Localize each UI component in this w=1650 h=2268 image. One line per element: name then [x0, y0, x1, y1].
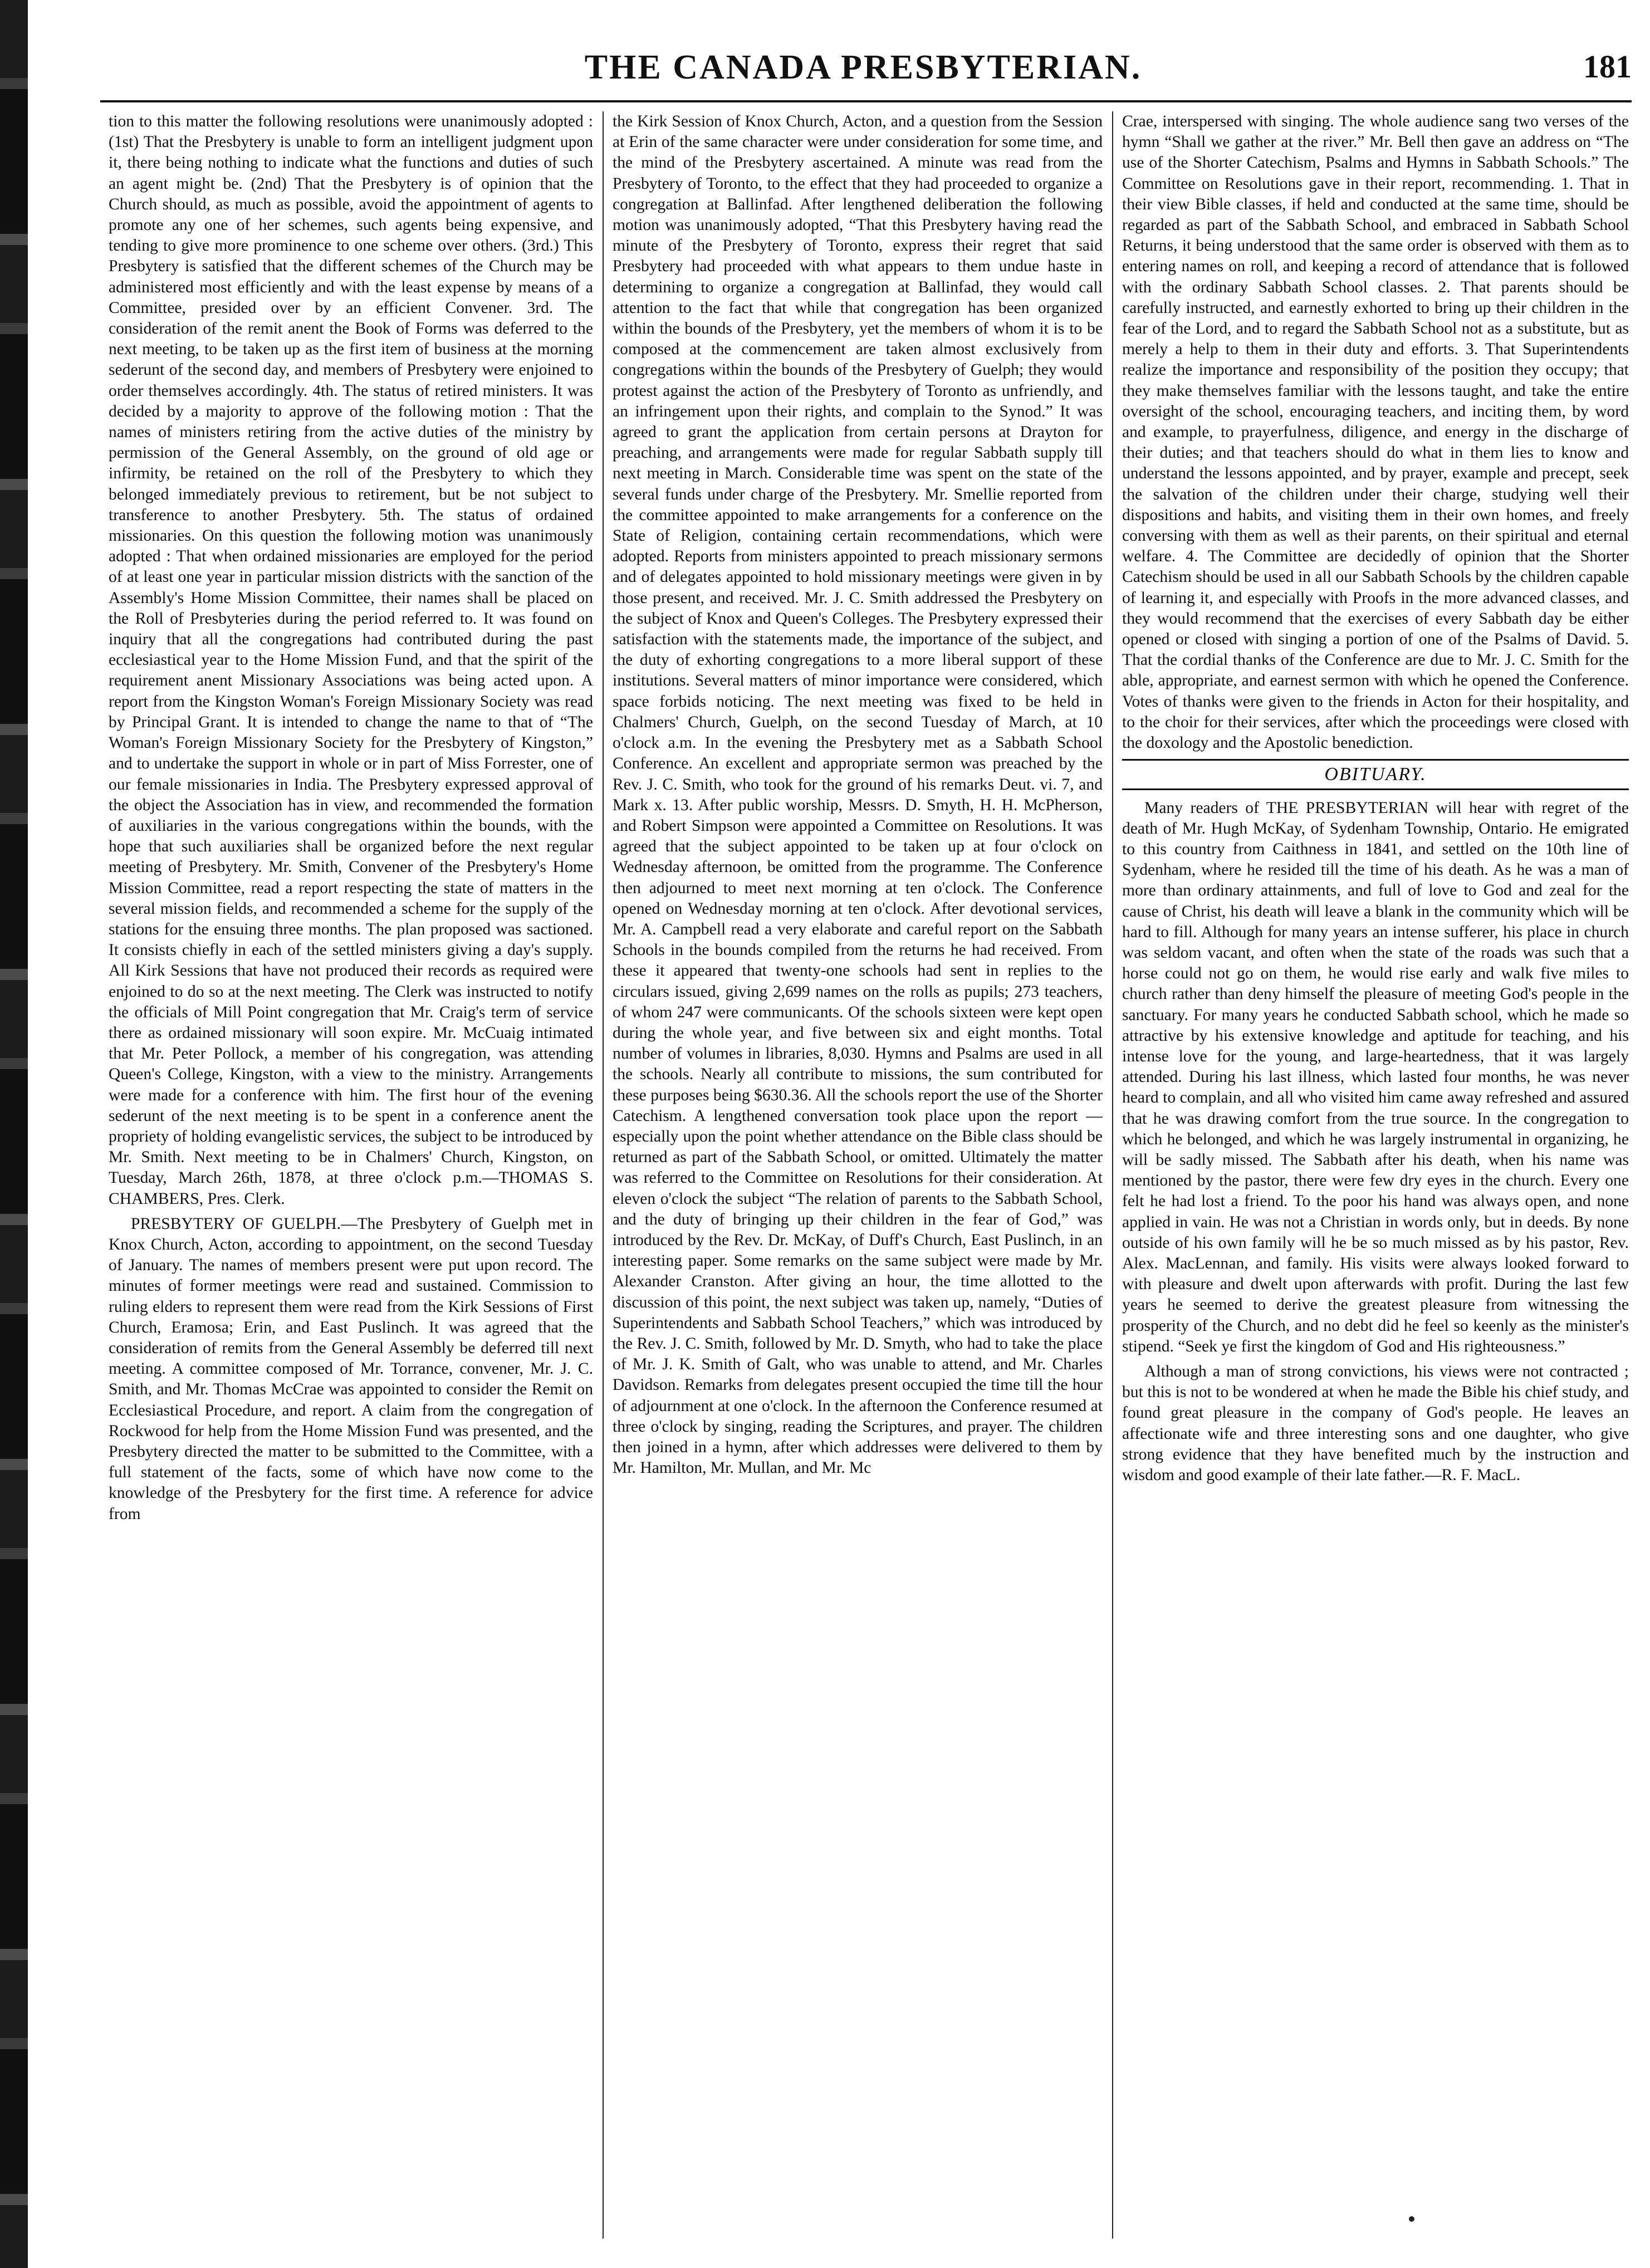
paragraph-obituary-closing: Although a man of strong convictions, his views were not contracted ; but this is not to be wondered at when he made the Bible his chief study, and found great pleasure in the company of God's people. He leaves an affectionate wife and three interesting sons and one daughter, who give strong evidence that they have benefited much by the instruction and wisdom and good example of their late father.—R. F. MacL. — [1122, 1362, 1629, 1484]
scan-edge — [0, 0, 28, 2268]
page-header — [95, 48, 1632, 92]
page-number: 181 — [1583, 48, 1632, 85]
paragraph-kingston-presbytery: tion to this matter the following resolutions were unanimously adopted : (1st) That the Presbytery is unable to form an intelligent judgment upon it, there being nothing to indicate what the functions and duties of such an agent might be. (2nd) That the Presbytery is of opinion that the Church should, as much as possible, avoid the appointment of agents to promote any one of her schemes, such agents being expensive, and tending to give more prominence to one scheme over others. (3rd.) This Presbytery is satisfied that the different schemes of the Church may be administered most efficiently and with the least expense by means of a Committee, presided over by an efficient Convener. 3rd. The consideration of the remit anent the Book of Forms was deferred to the next meeting, to be taken up as the first item of business at the morning sederunt of the second day, and members of Presbytery were enjoined to order themselves accordingly. 4th. The status of retired ministers. It was decided by a majority to approve of the following motion : That the names of ministers retiring from the active duties of the ministry by permission of the General Assembly, on the ground of old age or infirmity, be retained on the roll of the Presbytery to which they belonged immediately previous to retirement, but be not subject to transference to another Presbytery. 5th. The status of ordained missionaries. On this question the following motion was unanimously adopted : That when ordained missionaries are employed for the period of at least one year in particular mission districts with the sanction of the Assembly's Home Mission Committee, their names shall be placed on the Roll of Presbyteries during the period referred to. It was found on inquiry that all the congregations had contributed during the past ecclesiastical year to the Home Mission Fund, and that the spirit of the requirement anent Missionary Associations was being acted upon. A report from the Kingston Woman's Foreign Missionary Society was read by Principal Grant. It is intended to change the name to that of “The Woman's Foreign Missionary Society for the Presbytery of Kingston,” and to undertake the support in whole or in part of Miss Forrester, one of our female missionaries in India. The Presbytery expressed approval of the object the Association has in view, and recommended the formation of auxiliaries in the various congregations within the bounds, with the hope that such auxiliaries shall be organized before the next regular meeting of Presbytery. Mr. Smith, Convener of the Presbytery's Home Mission Committee, read a report respecting the state of matters in the several mission fields, and recommended a scheme for the supply of the stations for the ensuing three months. The plan proposed was sactioned. It consists chiefly in each of the settled ministers giving a day's supply. All Kirk Sessions that have not produced their records as required were enjoined to do so at the next meeting. The Clerk was instructed to notify the officials of Mill Point congregation that Mr. Craig's term of service there as ordained missionary will soon expire. Mr. McCuaig intimated that Mr. Peter Pollock, a member of his congregation, was attending Queen's College, Kingston, with a view to the ministry. Arrangements were made for a conference with him. The first hour of the evening sederunt of the next meeting is to be spent in a conference anent the propriety of holding evangelistic services, the subject to be introduced by Mr. Smith. Next meeting to be in Chalmers' Church, Kingston, on Tuesday, March 26th, 1878, at three o'clock p.m.—THOMAS S. CHAMBERS, Pres. Clerk. — [109, 112, 593, 1208]
paragraph-conference-resolutions: Crae, interspersed with singing. The whole audience sang two verses of the hymn “Shall we gather at the river.” Mr. Bell then gave an address on “The use of the Shorter Catechism, Psalms and Hymns in Sabbath Schools.” The Committee on Resolutions gave in their report, recommending. 1. That in their view Bible classes, if held and conducted at the same time, should be regarded as part of the Sabbath School, and embraced in Sabbath School Returns, it being understood that the same order is observed with them as to entering names on roll, and keeping a record of attendance that is followed with the ordinary Sabbath School classes. 2. That parents should be carefully instructed, and earnestly exhorted to bring up their children in the fear of the Lord, and to regard the Sabbath School not as a substitute, but as merely a help to them in their duty and efforts. 3. That Superintendents realize the importance and responsibility of the position they occupy; that they make themselves familiar with the lessons taught, and take the entire oversight of the school, encouraging teachers, and inciting them, by word and example, to prayerfulness, diligence, and energy in the discharge of their duties; and that teachers should do what in them lies to know and understand the lessons appointed, and by prayer, example and precept, seek the salvation of the children under their charge, studying well their dispositions and habits, and visiting them in their own homes, and freely conversing with them as well as their parents, on their spiritual and eternal welfare. 4. The Committee are decidedly of opinion that the Shorter Catechism should be used in all our Sabbath Schools by the children capable of learning it, and especially with Proofs in the more advanced classes, and they would recommend that the exercises of every Sabbath day be either opened or closed with singing a portion of one of the Psalms of David. 5. That the cordial thanks of the Conference are due to Mr. J. C. Smith for the able, appropriate, and earnest sermon with which he opened the Conference. Votes of thanks were given to the friends in Acton for their hospitality, and to the choir for their services, after which the proceedings were closed with the doxology and the Apostolic benediction. — [1122, 112, 1629, 752]
publication-title: THE CANADA PRESBYTERIAN. — [584, 48, 1142, 86]
paragraph-text: —The Presbytery of Guelph met in Knox Church, Acton, according to appointment, on the second Tuesday of January. The names of members present were put upon record. The minutes of former meetings were read and sustained. Commission to ruling elders to represent them were read from the Kirk Sessions of First Church, Eramosa; Erin, and East Puslinch. It was agreed that the consideration of remits from the General Assembly be deferred till next meeting. A committee composed of Mr. Torrance, convener, Mr. J. C. Smith, and Mr. Thomas McCrae was appointed to consider the Remit on Ecclesiastical Procedure, and report. A claim from the congregation of Rockwood for help from the Home Mission Fund was presented, and the Presbytery directed the matter to be submitted to the Committee, with a full statement of the facts, some of which have now come to the knowledge of the Presbytery for the first time. A reference for advice from — [109, 1214, 593, 1523]
column-divider — [1112, 111, 1113, 2238]
section-lead: PRESBYTERY OF GUELPH. — [131, 1214, 341, 1233]
paragraph-obituary: Many readers of THE PRESBYTERIAN will hear with regret of the death of Mr. Hugh McKay, of Sydenham Township, Ontario. He emigrated to this country from Caithness in 1841, and settled on the 10th line of Sydenham, where he resided till the time of his death. As he was a man of more than ordinary attainments, and full of love to God and zeal for the cause of Christ, his death will leave a blank in the community which will be hard to fill. Although for many years an intense sufferer, his place in church was seldom vacant, and often when the state of the roads was such that a horse could not go on them, he would rise early and walk five miles to church rather than deny himself the pleasure of meeting God's people in the sanctuary. For many years he conducted Sabbath school, which he made so attractive by his extensive knowledge and aptitude for teaching, and his intense love for the young, and large-heartedness, that it was largely attended. During his last illness, which lasted four months, he was never heard to complain, and all who visited him came away refreshed and assured that he was drawing comfort from the true source. In the congregation to which he belonged, and which he was largely instrumental in organizing, he will be sadly missed. The Sabbath after his death, when his name was mentioned by the pastor, there were few dry eyes in the church. Every one felt he had lost a friend. To the poor his hand was always open, and none applied in vain. He was not a Christian in words only, but in deeds. By none outside of his own family will he be so much missed as by his pastor, Rev. Alex. MacLennan, and family. His visits were always looked forward to with pleasure and dwelt upon afterwards with profit. During the last few years he seemed to derive the greatest pleasure from witnessing the prosperity of the Church, and no debt did he feel so keenly as the minister's stipend. “Seek ye first the kingdom of God and His righteousness.” — [1122, 799, 1629, 1355]
column-1 — [109, 111, 593, 2238]
ink-speck — [1409, 2216, 1414, 2222]
paragraph-guelph-presbytery — [109, 1214, 593, 1525]
column-3 — [1122, 111, 1629, 2238]
obituary-heading-box — [1122, 759, 1629, 790]
column-2 — [613, 111, 1103, 2238]
paragraph-guelph-continued: the Kirk Session of Knox Church, Acton, and a question from the Session at Erin of the same character were under consideration for some time, and the mind of the Presbytery ascertained. A minute was read from the Presbytery of Toronto, to the effect that they had proceeded to organize a congregation at Ballinfad. After lengthened deliberation the following motion was unanimously adopted, “That this Presbytery having read the minute of the Presbytery of Toronto, express their regret that said Presbytery had proceeded with what appears to them undue haste in determining to organize a congregation at Ballinfad, they would call attention to the fact that while that congregation has been organized within the bounds of the Presbytery, yet the members of whom it is to be composed at the commencement are taken almost exclusively from congregations within the bounds of the Presbytery of Guelph; they would protest against the action of the Presbytery of Toronto as unfriendly, and an infringement upon their rights, and complain to the Synod.” It was agreed to grant the application from certain persons at Drayton for preaching, and arrangements were made for regular Sabbath supply till next meeting in March. Considerable time was spent on the state of the several funds under charge of the Presbytery. Mr. Smellie reported from the committee appointed to make arrangements for a conference on the State of Religion, containing certain recommendations, which were adopted. Reports from ministers appointed to preach missionary sermons and of delegates appointed to hold missionary meetings were given in by those present, and received. Mr. J. C. Smith addressed the Presbytery on the subject of Knox and Queen's Colleges. The Presbytery expressed their satisfaction with the statements made, the importance of the subject, and the duty of exhorting congregations to a more liberal support of these institutions. Several matters of minor importance were considered, which space forbids noticing. The next meeting was fixed to be held in Chalmers' Church, Guelph, on the second Tuesday of March, at 10 o'clock a.m. In the evening the Presbytery met as a Sabbath School Conference. An excellent and appropriate sermon was preached by the Rev. J. C. Smith, who took for the ground of his remarks Deut. vi. 7, and Mark x. 13. After public worship, Messrs. D. Smyth, H. H. McPherson, and Robert Simpson were appointed a Committee on Resolutions. It was agreed that the subject appointed to be taken up at four o'clock on Wednesday afternoon, be omitted from the programme. The Conference then adjourned to meet next morning at ten o'clock. The Conference opened on Wednesday morning at ten o'clock. After devotional services, Mr. A. Campbell read a very elaborate and careful report on the Sabbath Schools in the bounds compiled from the returns he had received. From these it appeared that twenty-one schools had sent in replies to the circulars issued, giving 2,699 names on the rolls as pupils; 273 teachers, of whom 247 were communicants. Of the schools sixteen were kept open during the whole year, and five between six and eight months. Total number of volumes in libraries, 8,030. Hymns and Psalms are used in all the schools. Nearly all contribute to missions, the sum contributed for these purposes being $630.36. All the schools report the use of the Shorter Catechism. A lengthened conversation took place upon the report —especially upon the point whether attendance on the Bible class should be returned as part of the Sabbath School, or omitted. Ultimately the matter was referred to the Committee on Resolutions for their consideration. At eleven o'clock the subject “The relation of parents to the Sabbath School, and the duty of bringing up their children in the fear of God,” was introduced by the Rev. Dr. McKay, of Duff's Church, East Puslinch, in an interesting paper. Some remarks on the same subject were made by Mr. Alexander Cranston. After giving an hour, the time allotted to the discussion of this point, the next subject was taken up, namely, “Duties of Superintendents and Sabbath School Teachers,” which was introduced by the Rev. J. C. Smith, followed by Mr. D. Smyth, who had to take the place of Mr. J. K. Smith of Galt, who was unable to attend, and Mr. Charles Davidson. Remarks from delegates present occupied the time till the hour of adjournment at one o'clock. In the afternoon the Conference resumed at three o'clock by singing, reading the Scriptures, and prayer. The children then joined in a hymn, after which addresses were delivered to them by Mr. Hamilton, Mr. Mullan, and Mr. Mc — [613, 112, 1103, 1477]
column-divider — [603, 111, 604, 2238]
obituary-heading: OBITUARY. — [1324, 764, 1427, 785]
header-rule — [100, 100, 1632, 102]
